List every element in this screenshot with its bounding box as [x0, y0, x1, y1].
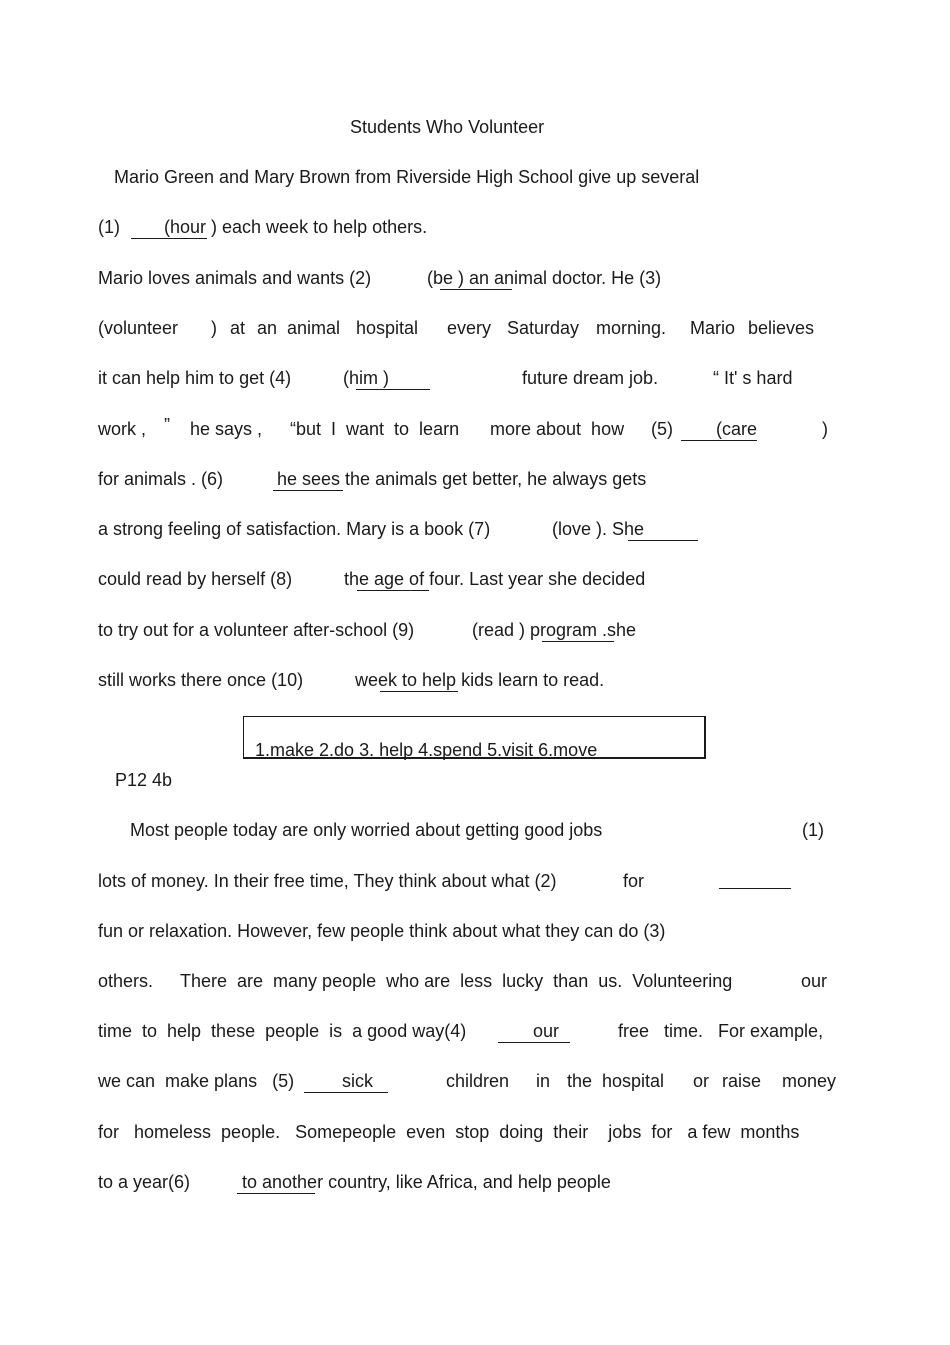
- p2-l6-c: children: [446, 1071, 510, 1091]
- word-box-text: 1.make 2.do 3. help 4.spend 5.visit 6.move: [255, 740, 598, 760]
- l11-a: still works there once (10): [98, 670, 304, 690]
- l10-a: to try out for a volunteer after-school (9): [98, 620, 415, 640]
- l4-word-i: morning.: [596, 318, 667, 338]
- l5-end: “ It' s hard: [713, 368, 793, 388]
- l4-word-j: Mario: [690, 318, 736, 338]
- l5-start: it can help him to get (4): [98, 368, 292, 388]
- l9-a: could read by herself (8): [98, 569, 293, 589]
- answer-blank-6: [273, 490, 343, 491]
- l11-b: week to help kids learn to read.: [355, 670, 605, 690]
- l4-word-k: believes: [748, 318, 815, 338]
- l4-word-c: at: [230, 318, 246, 338]
- p2-l6-e: the: [567, 1071, 593, 1091]
- l8-b: (love ). She: [552, 519, 645, 539]
- passage1-line-2: (hour ) each week to help others.: [164, 217, 428, 237]
- p2-l2-a: lots of money. In their free time, They think about what (2): [98, 871, 557, 891]
- l6-h: ): [822, 419, 828, 439]
- answer-blank-9: [542, 641, 614, 642]
- p2-l2-b: for: [623, 871, 645, 891]
- p2-l6-a: we can make plans (5): [98, 1071, 295, 1091]
- p2-l5-c: free time. For example,: [618, 1021, 824, 1041]
- l6-e: more about how: [490, 419, 625, 439]
- answer-blank-4: [356, 389, 430, 390]
- p2-l4-c: our: [801, 971, 828, 991]
- p2-l1-a: Most people today are only worried about getting good jobs: [130, 820, 603, 840]
- l4-word-h: Saturday: [507, 318, 580, 338]
- answer-blank-7: [628, 540, 698, 541]
- p2-l8-a: to a year(6): [98, 1172, 191, 1192]
- p2-l3: fun or relaxation. However, few people think about what they can do (3): [98, 921, 666, 941]
- l6-d: “but I want to learn: [290, 419, 460, 439]
- p2-l4-b: There are many people who are less lucky than us. Volunteering: [180, 971, 733, 991]
- answer-blank-5: [681, 440, 757, 441]
- l8-a: a strong feeling of satisfaction. Mary is a book (7): [98, 519, 491, 539]
- l4-word-d: an: [257, 318, 278, 338]
- l7-a: for animals . (6): [98, 469, 224, 489]
- p2-l7: for homeless people. Somepeople even stop doing their jobs for a few months: [98, 1122, 800, 1142]
- l6-f: (5): [651, 419, 673, 439]
- l10-b: (read ) program .she: [472, 620, 637, 640]
- l6-b: ”: [164, 415, 170, 435]
- l6-c: he says ,: [190, 419, 263, 439]
- passage1-line-3-start: Mario loves animals and wants (2): [98, 268, 372, 288]
- p2-l8-b: to another country, like Africa, and help people: [242, 1172, 611, 1192]
- p2-l4-a: others.: [98, 971, 154, 991]
- p2-l6-b: sick: [342, 1071, 373, 1091]
- answer-blank-p2-4: [498, 1042, 570, 1043]
- p2-l6-i: money: [782, 1071, 837, 1091]
- l6-g: (care: [716, 419, 758, 439]
- answer-blank-1: [131, 238, 207, 239]
- p2-l5-a: time to help these people is a good way(4): [98, 1021, 467, 1041]
- p2-l1-b: (1): [802, 820, 824, 840]
- blank-number-1: (1): [98, 217, 120, 237]
- answer-blank-p2-6: [237, 1193, 315, 1194]
- section-label: P12 4b: [115, 770, 173, 790]
- l6-a: work ,: [98, 419, 147, 439]
- l4-word-e: animal: [287, 318, 341, 338]
- answer-blank-2: [440, 289, 512, 290]
- l4-word-g: every: [447, 318, 492, 338]
- l5-hint: (him ): [343, 368, 389, 388]
- answer-blank-p2-2: [719, 888, 791, 889]
- p2-l6-d: in: [536, 1071, 551, 1091]
- l4-word-a: (volunteer: [98, 318, 179, 338]
- answer-blank-p2-5: [304, 1092, 388, 1093]
- passage1-line-3-end: (be ) an animal doctor. He (3): [427, 268, 662, 288]
- p2-l5-b: our: [533, 1021, 560, 1041]
- l9-b: the age of four. Last year she decided: [344, 569, 646, 589]
- l4-word-b: ): [211, 318, 217, 338]
- passage1-line-1: Mario Green and Mary Brown from Riverside High School give up several: [114, 167, 700, 187]
- p2-l6-h: raise: [722, 1071, 762, 1091]
- answer-blank-8: [357, 590, 429, 591]
- l4-word-f: hospital: [356, 318, 419, 338]
- passage-title: Students Who Volunteer: [350, 117, 545, 137]
- l5-mid: future dream job.: [522, 368, 659, 388]
- answer-blank-10: [380, 691, 458, 692]
- p2-l6-f: hospital: [602, 1071, 665, 1091]
- p2-l6-g: or: [693, 1071, 710, 1091]
- l7-b: he sees the animals get better, he always gets: [277, 469, 647, 489]
